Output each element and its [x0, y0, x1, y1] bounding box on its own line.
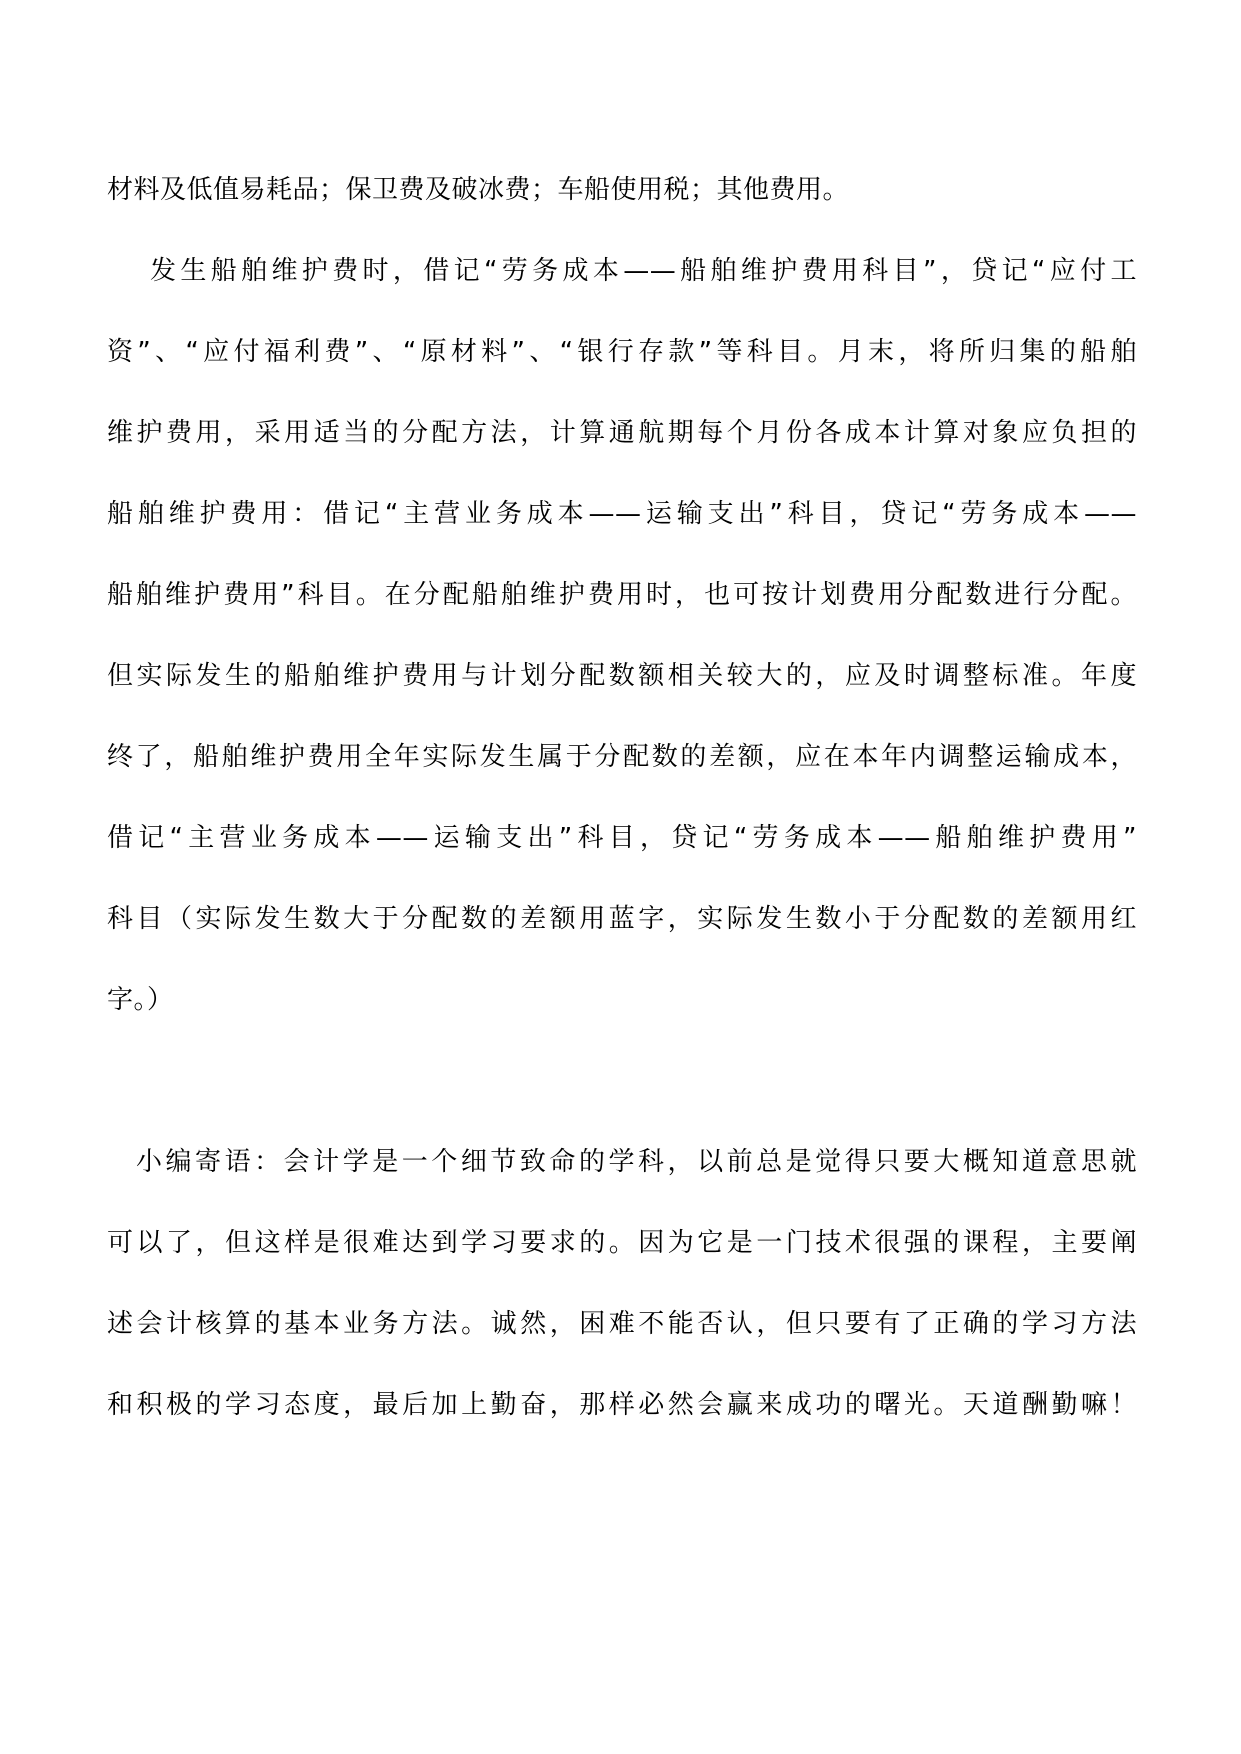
paragraph-line: 科目（实际发生数大于分配数的差额用蓝字，实际发生数小于分配数的差额用红 [107, 904, 1137, 934]
paragraph-line: 终了，船舶维护费用全年实际发生属于分配数的差额，应在本年内调整运输成本， [107, 742, 1137, 772]
editor-note-line: 小编寄语：会计学是一个细节致命的学科，以前总是觉得只要大概知道意思就 [136, 1147, 1137, 1177]
editor-note-line: 可以了，但这样是很难达到学习要求的。因为它是一门技术很强的课程，主要阐 [107, 1228, 1137, 1258]
paragraph-line: 发生船舶维护费时，借记“劳务成本——船舶维护费用科目”，贷记“应付工 [150, 256, 1137, 286]
paragraph-line: 字。） [107, 985, 174, 1015]
paragraph-line: 材料及低值易耗品；保卫费及破冰费；车船使用税；其他费用。 [107, 175, 850, 205]
paragraph-line: 船舶维护费用”科目。在分配船舶维护费用时，也可按计划费用分配数进行分配。 [107, 580, 1137, 610]
editor-note-line: 和积极的学习态度，最后加上勤奋，那样必然会赢来成功的曙光。天道酬勤嘛！ [107, 1390, 1137, 1420]
paragraph-line: 借记“主营业务成本——运输支出”科目，贷记“劳务成本——船舶维护费用” [107, 823, 1137, 853]
paragraph-line: 船舶维护费用：借记“主营业务成本——运输支出”科目，贷记“劳务成本—— [107, 499, 1137, 529]
editor-note-line: 述会计核算的基本业务方法。诚然，困难不能否认，但只要有了正确的学习方法 [107, 1309, 1137, 1339]
paragraph-line: 维护费用，采用适当的分配方法，计算通航期每个月份各成本计算对象应负担的 [107, 418, 1137, 448]
paragraph-line: 但实际发生的船舶维护费用与计划分配数额相关较大的，应及时调整标准。年度 [107, 661, 1137, 691]
paragraph-line: 资”、“应付福利费”、“原材料”、“银行存款”等科目。月末，将所归集的船舶 [107, 337, 1137, 367]
